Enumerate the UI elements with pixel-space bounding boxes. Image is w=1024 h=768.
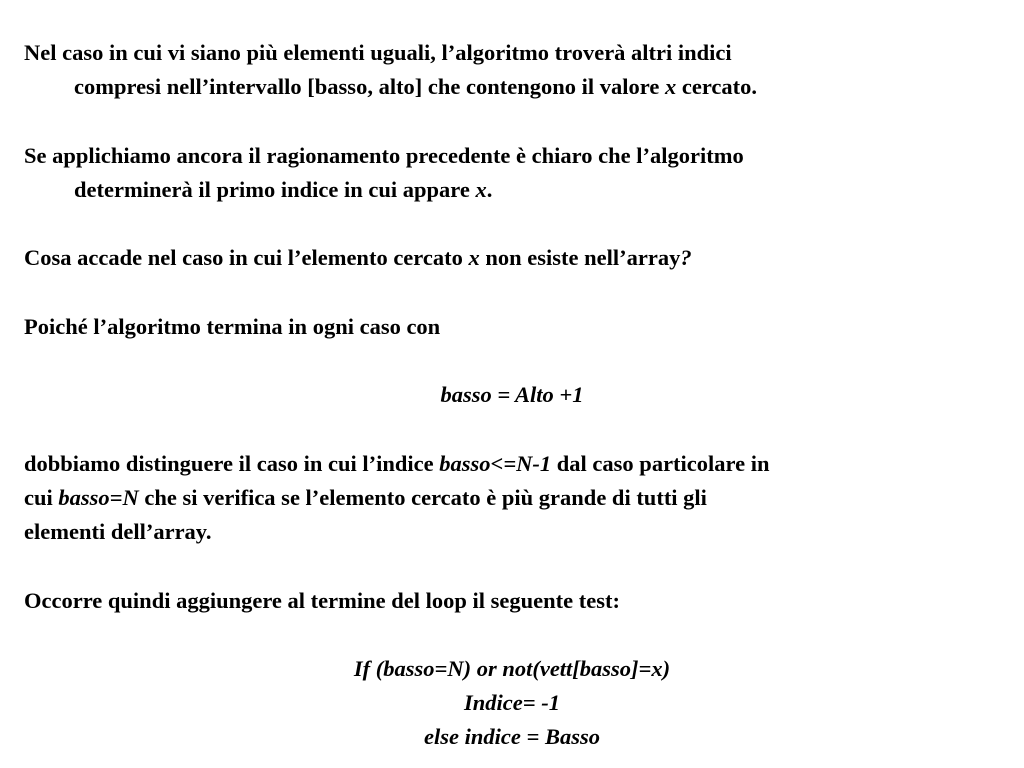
paragraph-4: Poiché l’algoritmo termina in ogni caso con [24, 314, 441, 339]
variable-x: x [468, 245, 480, 270]
formula-basso-alto: basso = Alto +1 [440, 382, 584, 407]
code-indice-line: Indice= -1 [464, 690, 560, 715]
paragraph-5-line-3: elementi dell’array. [24, 519, 212, 544]
expression-basso-eq-n: basso=N [58, 485, 139, 510]
code-else-line: else indice = Basso [424, 724, 600, 749]
variable-x: x [475, 177, 487, 202]
paragraph-5-line-1: dobbiamo distinguere il caso in cui l’indice basso<=N-1 dal caso particolare in [24, 451, 770, 476]
paragraph-2-line-1: Se applichiamo ancora il ragionamento precedente è chiaro che l’algoritmo [24, 143, 744, 168]
code-if-line: If (basso=N) or not(vett[basso]=x) [353, 656, 671, 681]
paragraph-3-question: Cosa accade nel caso in cui l’elemento cercato x non esiste nell’array? [24, 245, 692, 270]
expression-basso-le-n-1: basso<=N-1 [439, 451, 552, 476]
paragraph-1-line-1: Nel caso in cui vi siano più elementi uguali, l’algoritmo troverà altri indici [24, 40, 732, 65]
paragraph-1-line-2: compresi nell’intervallo [basso, alto] che contengono il valore x cercato. [74, 74, 758, 99]
question-mark: ? [680, 245, 692, 270]
paragraph-2-line-2: determinerà il primo indice in cui appare x. [74, 177, 493, 202]
variable-x: x [665, 74, 677, 99]
paragraph-6: Occorre quindi aggiungere al termine del loop il seguente test: [24, 588, 620, 613]
paragraph-5-line-2: cui basso=N che si verifica se l’elemento cercato è più grande di tutti gli [24, 485, 707, 510]
